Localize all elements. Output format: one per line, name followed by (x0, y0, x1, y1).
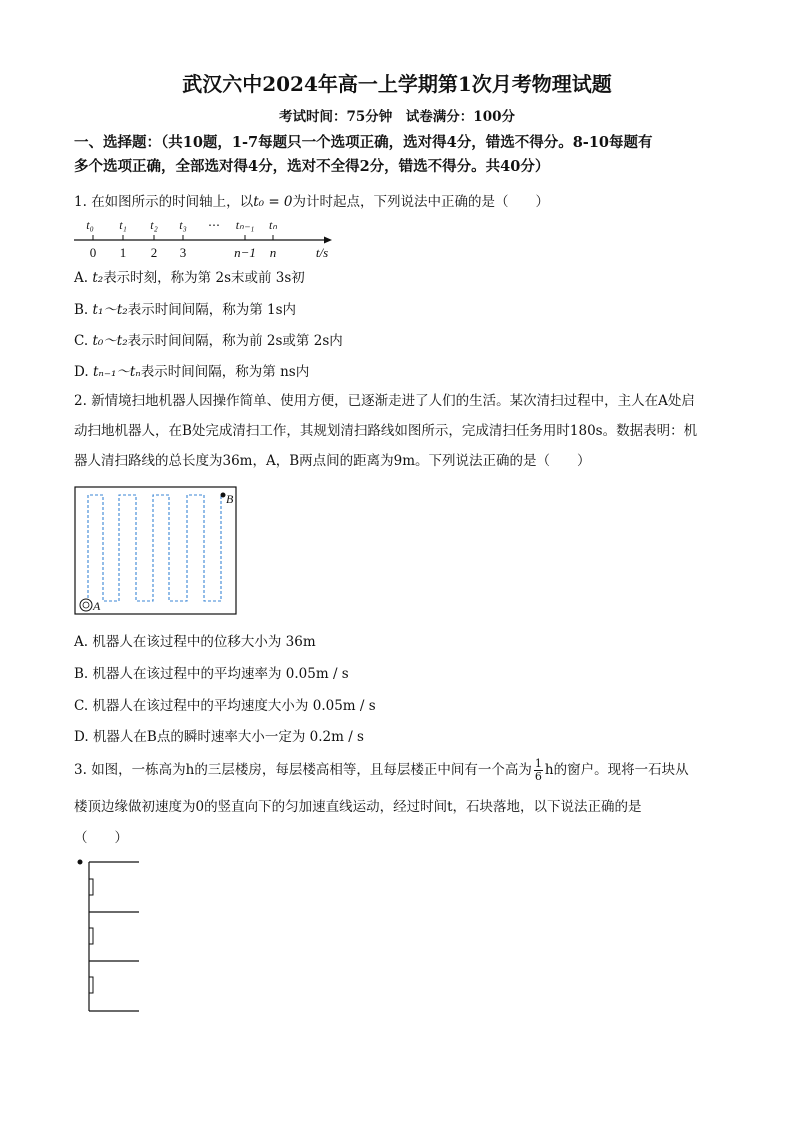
fraction-denominator: 6 (534, 770, 542, 783)
exam-meta: 考试时间：75分钟 试卷满分：100分 (279, 109, 515, 125)
option-text: 机器人在B点的瞬时速率大小一定为 0.2m / s (92, 729, 364, 745)
section-heading-line2: 多个选项正确，全部选对得4分，选对不全得2分，错选不得分。共40分） (74, 158, 550, 175)
question-1-option-c[interactable] (74, 329, 343, 349)
option-text: 机器人在该过程中的平均速度大小为 0.05m / s (92, 698, 376, 714)
time-axis-figure (70, 216, 340, 264)
stone-dot (78, 860, 83, 865)
point-a-label: A (93, 599, 101, 613)
question-3-stem-line2: 楼顶边缘做初速度为0的竖直向下的匀加速直线运动，经过时间t，石块落地，以下说法正确的是 (74, 799, 642, 815)
question-2-option-c[interactable] (74, 694, 376, 714)
option-text: 机器人在该过程中的位移大小为 36m (92, 634, 316, 650)
axis-top-label: tₙ₋₁ (235, 218, 255, 232)
building-figure (74, 856, 144, 1016)
option-letter: C. (74, 698, 89, 714)
question-number: 1. (74, 194, 87, 210)
section-heading-line1: 一、选择题：（共10题，1-7每题只一个选项正确，选对得4分，错选不得分。8-10每题有 (74, 134, 653, 151)
question-1-stem (74, 191, 549, 213)
question-2-stem (74, 386, 724, 476)
stem-text: 如图，一栋高为h的三层楼房，每层楼高相等，且每层楼正中间有一个高为 (91, 762, 532, 778)
axis-top-label: t₃ (179, 218, 187, 232)
stem-symbol: t₀ = 0 (253, 194, 293, 210)
point-b-dot (221, 493, 226, 498)
page-title: 武汉六中2024年高一上学期第1次月考物理试题 (182, 72, 612, 96)
axis-top-label: ⋯ (208, 218, 220, 232)
question-2-option-b[interactable] (74, 662, 349, 682)
fraction (534, 758, 543, 783)
stem-text: 在如图所示的时间轴上，以 (91, 194, 254, 210)
option-text: 机器人在该过程中的平均速率为 0.05m / s (92, 666, 349, 682)
axis-top-label: t₀ (86, 218, 94, 232)
option-symbol: t₀～t₂ (92, 333, 128, 349)
axis-bottom-label: 0 (89, 245, 97, 260)
stem-text: 新情境扫地机器人因操作简单、使用方便，已逐渐走进了人们的生活。某次清扫过程中，主人在A处启 (91, 393, 695, 409)
option-text: 表示时间间隔，称为前 2s或第 2s内 (127, 333, 343, 349)
option-symbol: tₙ₋₁～tₙ (92, 364, 141, 380)
option-letter: C. (74, 333, 89, 349)
axis-arrow (324, 237, 332, 244)
option-text: 表示时刻，称为第 2s末或前 3s初 (103, 270, 305, 286)
option-letter: D. (74, 364, 89, 380)
axis-top-label: t₁ (119, 218, 127, 232)
option-letter: D. (74, 729, 89, 745)
question-1-option-b[interactable] (74, 298, 296, 318)
axis-top-label: tₙ (268, 218, 278, 232)
question-2-option-a[interactable] (74, 630, 316, 650)
cleaning-path (88, 495, 221, 603)
point-b-label: B (226, 492, 234, 506)
robot-icon (80, 599, 92, 611)
option-letter: B. (74, 302, 89, 318)
axis-bottom-label: n−1 (234, 245, 256, 260)
stem-text: 为计时起点，下列说法中正确的是（ ） (292, 194, 550, 210)
axis-bottom-label: 3 (179, 245, 187, 260)
option-symbol: t₂ (92, 270, 104, 286)
question-1-option-d[interactable] (74, 360, 309, 380)
axis-bottom-label: 1 (119, 245, 127, 260)
question-2-option-d[interactable] (74, 725, 364, 745)
question-number: 3. (74, 762, 87, 778)
room-outline (75, 487, 236, 614)
stem-text: h的窗户。现将一石块从 (544, 762, 689, 778)
option-letter: A. (74, 634, 89, 650)
option-letter: A. (74, 270, 89, 286)
question-3-stem-line3: （ ） (74, 830, 128, 846)
axis-top-label: t₂ (150, 218, 158, 232)
robot-path-figure (74, 486, 238, 616)
option-symbol: t₁～t₂ (92, 302, 128, 318)
question-3-stem-line1 (74, 758, 689, 783)
option-text: 表示时间间隔，称为第 ns内 (140, 364, 310, 380)
axis-unit-label: t/s (315, 245, 329, 260)
axis-bottom-label: 2 (150, 245, 158, 260)
section-heading (74, 131, 734, 179)
option-text: 表示时间间隔，称为第 1s内 (127, 302, 297, 318)
question-number: 2. (74, 393, 87, 409)
stem-line (74, 386, 724, 416)
option-letter: B. (74, 666, 89, 682)
fraction-numerator: 1 (534, 757, 542, 770)
axis-bottom-label: n (269, 245, 277, 260)
stem-line: 动扫地机器人，在B处完成清扫工作，其规划清扫路线如图所示，完成清扫任务用时180s。数据表明：机 (74, 423, 698, 439)
stem-line: 器人清扫路线的总长度为36m，A，B两点间的距离为9m。下列说法正确的是（ ） (74, 453, 591, 469)
question-1-option-a[interactable] (74, 266, 305, 286)
